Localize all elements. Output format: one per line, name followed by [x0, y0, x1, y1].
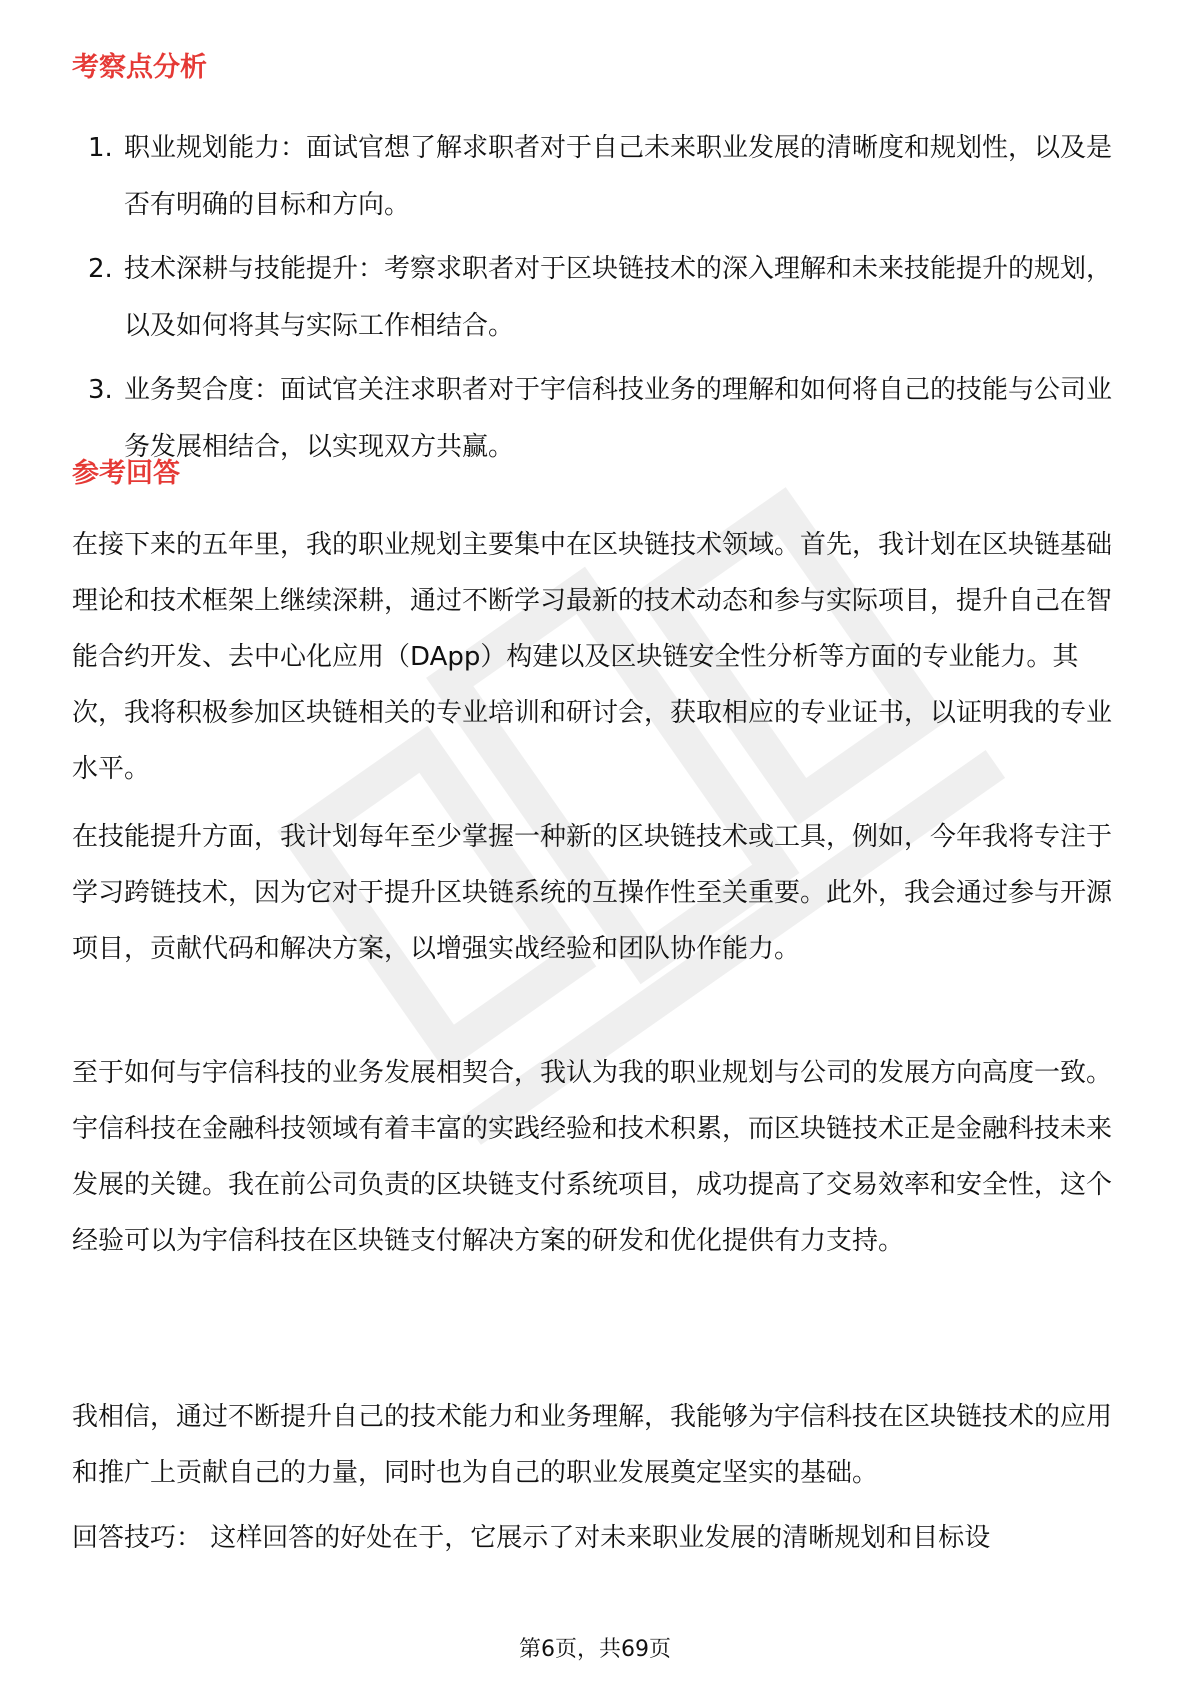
list-number: 3. — [88, 375, 113, 405]
answer-heading: 参考回答 — [72, 458, 180, 489]
answer-paragraph: 在接下来的五年里，我的职业规划主要集中在区块链技术领域。首先，我计划在区块链基础理论和技术框架上继续深耕，通过不断学习最新的技术动态和参与实际项目，提升自己在智能合约开发、去中心化应用（DApp）构建以及区块链安全性分析等方面的专业能力。其次，我将积极参加区块链相关的专业培训和研讨会，获取相应的专业证书，以证明我的专业水平。 — [72, 530, 1113, 784]
list-item — [72, 120, 1122, 234]
page-number: 第6页，共69页 — [519, 1637, 671, 1662]
answer-paragraph: 我相信，通过不断提升自己的技术能力和业务理解，我能够为宇信科技在区块链技术的应用和推广上贡献自己的力量，同时也为自己的职业发展奠定坚实的基础。 — [72, 1402, 1113, 1488]
list-item — [72, 241, 1122, 355]
analysis-list — [72, 120, 1122, 483]
list-item-text: 技术深耕与技能提升：考察求职者对于区块链技术的深入理解和未来技能提升的规划，以及如何将其与实际工作相结合。 — [124, 254, 1113, 341]
list-item-text: 职业规划能力：面试官想了解求职者对于自己未来职业发展的清晰度和规划性，以及是否有明确的目标和方向。 — [124, 133, 1113, 220]
list-number: 1. — [88, 133, 113, 163]
list-item — [72, 362, 1122, 476]
analysis-heading: 考察点分析 — [72, 52, 207, 83]
answer-paragraph: 在技能提升方面，我计划每年至少掌握一种新的区块链技术或工具，例如，今年我将专注于学习跨链技术，因为它对于提升区块链系统的互操作性至关重要。此外，我会通过参与开源项目，贡献代码和解决方案，以增强实战经验和团队协作能力。 — [72, 822, 1113, 964]
answer-paragraph: 至于如何与宇信科技的业务发展相契合，我认为我的职业规划与公司的发展方向高度一致。宇信科技在金融科技领域有着丰富的实践经验和技术积累，而区块链技术正是金融科技未来发展的关键。我在前公司负责的区块链支付系统项目，成功提高了交易效率和安全性，这个经验可以为宇信科技在区块链支付解决方案的研发和优化提供有力支持。 — [72, 1058, 1113, 1256]
answer-tip: 回答技巧： 这样回答的好处在于，它展示了对未来职业发展的清晰规划和目标设 — [72, 1523, 991, 1553]
list-number: 2. — [88, 254, 113, 284]
list-item-text: 业务契合度：面试官关注求职者对于宇信科技业务的理解和如何将自己的技能与公司业务发展相结合，以实现双方共赢。 — [124, 375, 1113, 462]
